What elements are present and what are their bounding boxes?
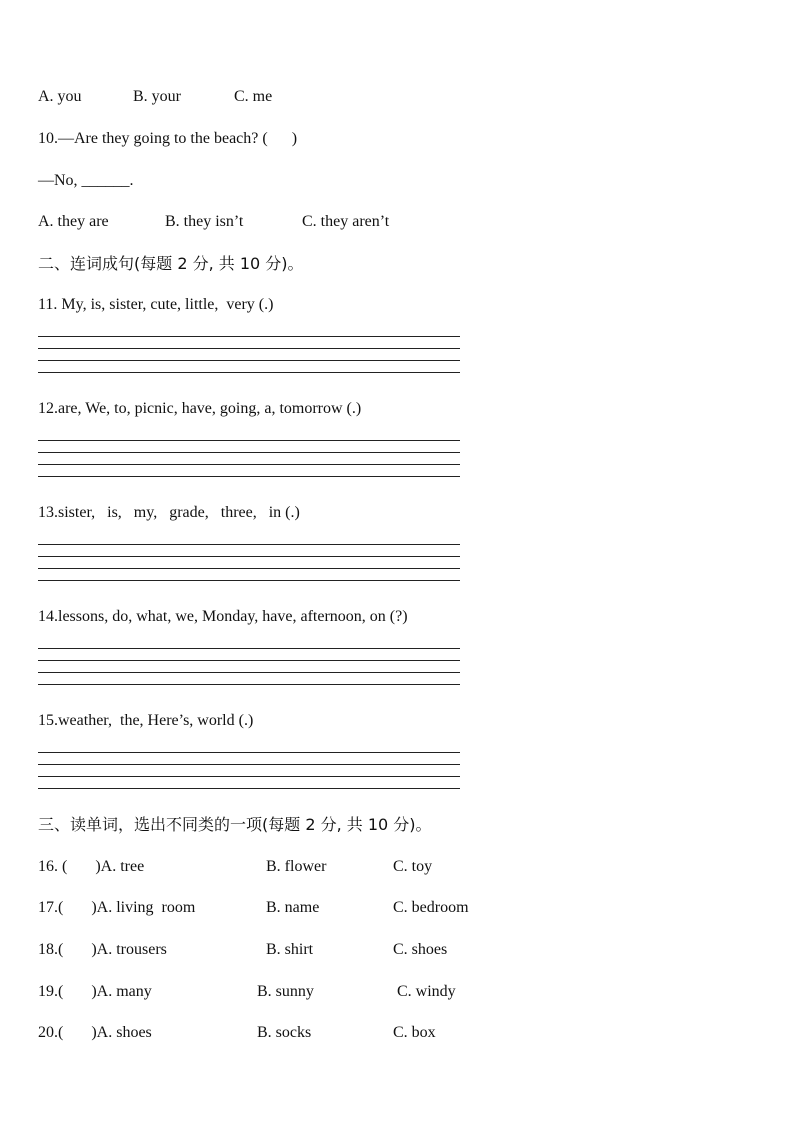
q20-option-b: B. socks bbox=[257, 1024, 312, 1041]
section2-heading: 二、连词成句(每题 2 分, 共 10 分)。 bbox=[38, 254, 304, 273]
q15-prompt: 15.weather, the, Here’s, world (.) bbox=[38, 712, 254, 729]
q16-option-c: C. toy bbox=[393, 858, 433, 875]
q18-option-c: C. shoes bbox=[393, 941, 448, 958]
q9-option-a: A. you bbox=[38, 88, 82, 105]
q20-option-c: C. box bbox=[393, 1024, 436, 1041]
q10-reply: —No, ______. bbox=[38, 172, 134, 189]
q19-option-c: C. windy bbox=[397, 983, 456, 1000]
q9-option-c: C. me bbox=[234, 88, 273, 105]
q18-option-b: B. shirt bbox=[266, 941, 314, 958]
q10-option-c: C. they aren’t bbox=[302, 213, 390, 230]
q19-option-b: B. sunny bbox=[257, 983, 314, 1000]
q10-option-a: A. they are bbox=[38, 213, 109, 230]
section3-heading: 三、读单词，选出不同类的一项(每题 2 分, 共 10 分)。 bbox=[38, 815, 432, 834]
q13-prompt: 13.sister, is, my, grade, three, in (.) bbox=[38, 504, 300, 521]
q12-prompt: 12.are, We, to, picnic, have, going, a, tomorrow (.) bbox=[38, 400, 362, 417]
q18-option-a: 18.( )A. trousers bbox=[38, 941, 167, 958]
q10-question: 10.—Are they going to the beach? ( ) bbox=[38, 130, 298, 147]
q20-option-a: 20.( )A. shoes bbox=[38, 1024, 152, 1041]
q14-prompt: 14.lessons, do, what, we, Monday, have, afternoon, on (?) bbox=[38, 608, 408, 625]
q17-option-a: 17.( )A. living room bbox=[38, 899, 196, 916]
q11-prompt: 11. My, is, sister, cute, little, very (.) bbox=[38, 296, 274, 313]
q16-option-b: B. flower bbox=[266, 858, 327, 875]
q19-option-a: 19.( )A. many bbox=[38, 983, 152, 1000]
q10-option-b: B. they isn’t bbox=[165, 213, 244, 230]
q16-option-a: 16. ( )A. tree bbox=[38, 858, 145, 875]
q15-answer-lines[interactable] bbox=[38, 752, 460, 800]
q9-option-b: B. your bbox=[133, 88, 181, 105]
q14-answer-lines[interactable] bbox=[38, 648, 460, 696]
q17-option-b: B. name bbox=[266, 899, 320, 916]
q11-answer-lines[interactable] bbox=[38, 336, 460, 384]
q13-answer-lines[interactable] bbox=[38, 544, 460, 592]
q12-answer-lines[interactable] bbox=[38, 440, 460, 488]
q17-option-c: C. bedroom bbox=[393, 899, 469, 916]
